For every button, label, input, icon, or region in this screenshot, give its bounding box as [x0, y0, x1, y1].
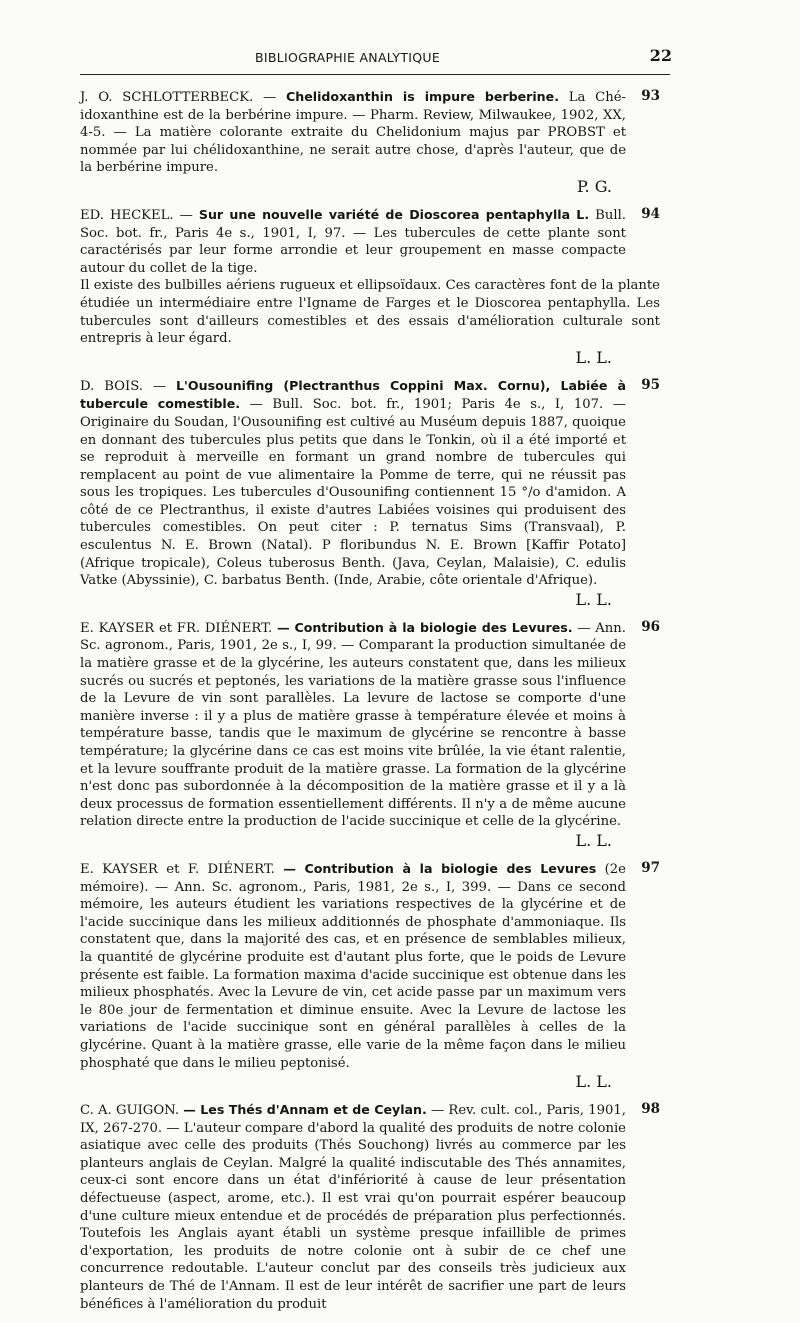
entry-body: — Ann. Sc. agronom., Paris, 1901, 2e s., I, 99. — Comparant la production simultanée de la matière grasse et de la glycérine, les auteurs constatent que, dans les milieux sucrés ou sucrés et peptonés, les variations de la matière grasse sous l'influence de la Levure de vin sont parallèles. La levure de lactose se comporte d'une manière inverse : il y a plus de matière grasse à température élevée et moins à température basse, tandis que le maximum de glycérine se rencontre à basse température; la glycérine dans ce cas est moins vite brûlée, la vie étant ralentie, et la levure souffrante produit de la matière grasse. La formation de la glycérine n'est donc pas subordonnée à la décomposition de la matière grasse et il y a là deux processus de formation essentiellement différents. Il n'y a de même aucune relation directe entre la production de l'acide succinique et celle de la glycérine.	[80, 620, 626, 830]
page-number: 22	[649, 46, 672, 65]
entry-signature: L. L.	[575, 589, 612, 609]
entry-title: Sur une nouvelle variété de Dioscorea pentaphylla L.	[198, 206, 590, 222]
entry-94	[80, 206, 660, 367]
entry-number: 95	[641, 376, 660, 393]
entry-93	[80, 88, 660, 196]
entry-text	[80, 1101, 660, 1313]
entry-number: 97	[641, 859, 660, 876]
entry-97	[80, 860, 660, 1091]
entry-body: — Bull. Soc. bot. fr., 1901; Paris 4e s., I, 107. — Originaire du Soudan, l'Ousounifing est cultivé au Muséum depuis 1887, quoique en donnant des tubercules plus petits que dans le Tonkin, où il a été importé et se reproduit à merveille en formant un grand nombre de tubercules qui remplacent au point de vue alimentaire la Pomme de terre, qui ne réussit pas sous les tropiques. Les tubercules d'Ousounifing contiennent 15 °/o d'amidon. A côté de ce Plectranthus, il existe d'autres Labiées voisines qui produisent des tubercules comestibles. On peut citer : P. ternatus Sims (Transvaal), P. esculentus N. E. Brown (Natal). P floribundus N. E. Brown [Kaffir Potato] (Afrique tropicale), Coleus tuberosus Benth. (Java, Ceylan, Malaisie), C. edulis Vatke (Abyssinie), C. barbatus Benth. (Inde, Arabie, côte orientale d'Afrique).	[80, 397, 626, 589]
entry-body: Bull. Soc. bot. fr., Paris 4e s., 1901, I, 97. — Les tubercules de cette plante sont caractérisés par leur forme arrondie et leur groupement en masse compacte autour du collet de la tige.	[80, 207, 626, 276]
entry-signature: P. G.	[577, 176, 612, 196]
page-header	[80, 46, 670, 72]
header-rule	[80, 74, 670, 75]
entry-text	[80, 619, 660, 831]
entry-body: (2e mémoire). — Ann. Sc. agronom., Paris, 1981, 2e s., I, 399. — Dans ce second mémoire, les auteurs étudient les variations respectives de la glycérine et de l'acide succinique dans les milieux additionnés de phosphate d'ammoniaque. Ils constatent que, dans la majorité des cas, et en présence de semblables milieux, la quantité de glycérine produite est d'autant plus forte, que le poids de Levure présente est faible. La formation maxima d'acide succinique est obtenue dans les milieux phosphatés. Avec la Levure de vin, cet acide passe par un maximum vers le 80e jour de fermentation et diminue ensuite. Avec la Levure de lactose les variations de l'acide succinique sont en général parallèles à celles de la glycérine. Quant à la matière grasse, elle varie de la même façon dans le milieu phosphaté que dans le milieu peptonisé.	[80, 861, 626, 1071]
entry-98	[80, 1101, 660, 1313]
entry-number: 96	[641, 618, 660, 635]
entry-title: L'Ousounifing (Plectranthus Coppini Max. Cornu), Labiée à tubercule comestible.	[80, 377, 627, 412]
entry-text: D. BOIS. — L'Ousounifing (Plectranthus Coppini Max. Cornu), Labiée à tubercule comestible. — Bull. Soc. bot. fr., 1901; Paris 4e s., I, 107. — Originaire du Soudan, l'Ousounifing est cultivé au Muséum depuis 1887, quoique en donnant des tubercules plus petits que dans le Tonkin, où il a été importé et se reproduit à merveille en formant un grand nombre de tubercules qui remplacent au point de vue alimentaire la Pomme de terre, qui ne réussit pas sous les tropiques. Les tubercules d'Ousounifing contiennent 15 °/o d'amidon. A côté de ce Plectranthus, il existe d'autres Labiées voisines qui produisent des tubercules comestibles. On peut citer : P. ternatus Sims (Transvaal), P. esculentus N. E. Brown (Natal). P floribundus N. E. Brown [Kaffir Potato] (Afrique tropicale), Coleus tuberosus Benth. (Java, Ceylan, Malaisie), C. edulis Vatke (Abyssinie), C. barbatus Benth. (Inde, Arabie, côte orientale d'Afrique).	[80, 377, 627, 589]
entry-signature: L. L.	[575, 830, 612, 850]
entry-title: — Contribution à la biologie des Levures	[283, 860, 597, 876]
entry-96	[80, 619, 660, 850]
entry-signature: L. L.	[575, 347, 612, 367]
entry-text	[80, 860, 660, 1072]
entry-author: ED. HECKEL.	[80, 207, 174, 223]
entry-author: J. O. SCHLOTTERBECK.	[80, 90, 254, 105]
entry-author: C. A. GUIGON.	[80, 1103, 180, 1119]
entry-text: J. O. SCHLOTTERBECK. — Chelidoxanthin is impure berberine. La Ché-idoxanthine est de la berbérine impure. — Pharm. Review, Milwaukee, 1902, XX, 4-5. — La matière colorante extraite du Chelidonium majus par PROBST et nommée par lui chélidoxanthine, ne serait autre chose, d'après l'auteur, que de la berbérine impure.	[80, 89, 627, 176]
entry-text: ED. HECKEL. — Sur une nouvelle variété de Dioscorea pentaphylla L. Bull. Soc. bot. fr., Paris 4e s., 1901, I, 97. — Les tubercules de cette plante sont caractérisés par leur forme arrondie et leur groupement en masse compacte autour du collet de la tige.	[80, 206, 626, 276]
entry-signature: L. L.	[575, 1072, 612, 1092]
entry-paragraph-2: Il existe des bulbilles aériens rugueux et ellipsoïdaux. Ces caractères font de la plante étudiée un intermédiaire entre l'Igname de Farges et le Dioscorea pentaphylla. Les tubercules sont d'ailleurs comestibles et des essais d'amélioration culturale sont entrepris à leur égard.	[80, 278, 660, 347]
entry-title: Chelidoxanthin is impure berberine.	[286, 89, 559, 104]
entry-author: E. KAYSER et F. DIÉNERT.	[80, 861, 275, 877]
running-title: BIBLIOGRAPHIE ANALYTIQUE	[255, 50, 441, 65]
entry-title: — Les Thés d'Annam et de Ceylan.	[183, 1102, 427, 1118]
entry-body: La Ché-idoxanthine est de la berbérine impure. — Pharm. Review, Milwaukee, 1902, XX, 4-5. — La matière colorante extraite du Chelidonium majus par PROBST et nommée par lui chélidoxanthine, ne serait autre chose, d'après l'auteur, que de la berbérine impure.	[80, 90, 627, 176]
entry-body: — Rev. cult. col., Paris, 1901, IX, 267-270. — L'auteur compare d'abord la qualité des produits de notre colonie asiatique avec celle des produits (Thés Souchong) livrés au commerce par les planteurs anglais de Ceylan. Malgré la qualité indiscutable des Thés annamites, ceux-ci sont encore dans un état d'infériorité à cause de leur présentation défectueuse (aspect, arome, etc.). Il est vrai qu'on pourrait espérer beaucoup d'une culture mieux entendue et de procédés de préparation plus perfectionnés. Toutefois les Anglais ayant établi un système presque infaillible de primes d'exportation, les produits de notre colonie ont à subir de ce chef une concurrence redoutable. L'auteur conclut par des conseils très judicieux aux planteurs de Thé de l'Annam. Il est de leur intérêt de sacrifier une part de leurs bénéfices à l'amélioration du produit	[80, 1103, 626, 1312]
entry-number: 93	[641, 88, 660, 104]
entry-author: E. KAYSER et FR. DIÉNERT.	[80, 620, 273, 636]
entry-number: 98	[641, 1101, 660, 1118]
entry-title: — Contribution à la biologie des Levures.	[276, 619, 573, 635]
entries-list	[80, 88, 660, 1323]
entry-number: 94	[641, 205, 660, 222]
entry-95	[80, 377, 660, 609]
entry-author: D. BOIS.	[80, 378, 143, 394]
